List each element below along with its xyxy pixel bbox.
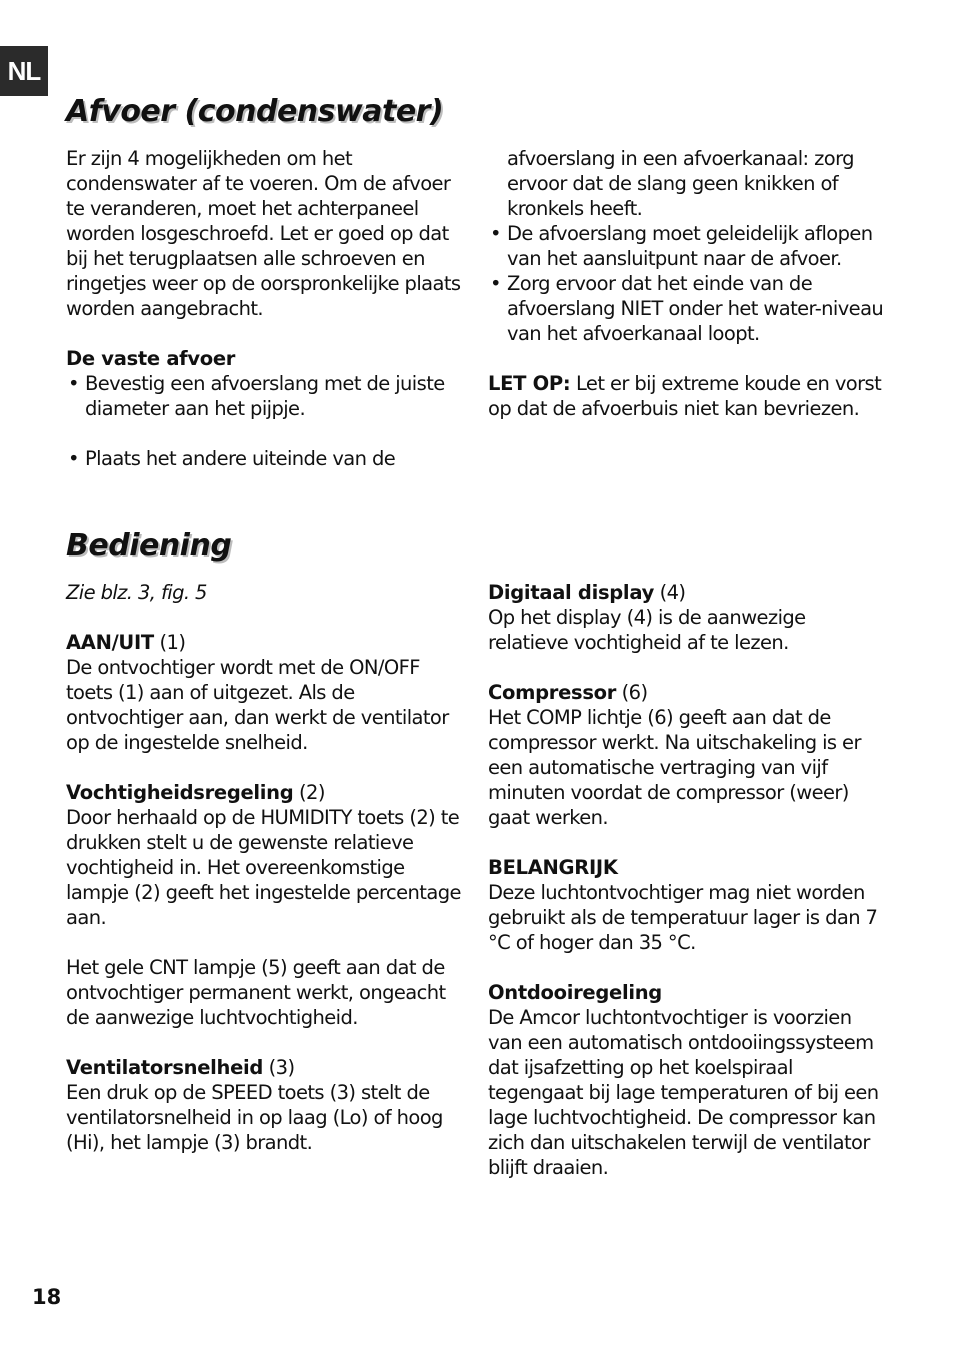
ontdooi-text: De Amcor luchtontvochtiger is voorzien van een automatisch ontdooiingssysteem dat ijsafzetting op het koelspiraal tegengaat bij lage temperaturen of bij een lage luchtvochtigheid. De compressor kan zich dan uitschakelen terwijl de ventilator blijft draaien. <box>488 1006 879 1179</box>
compressor-heading: Compressor (6) <box>488 681 648 704</box>
afvoer-bullet-list <box>66 371 466 421</box>
ventilator-heading: Ventilatorsnelheid (3) <box>66 1056 295 1079</box>
belangrijk-heading: BELANGRIJK <box>488 856 618 879</box>
afvoer-bullet-list-2 <box>488 221 888 346</box>
afvoer-right-column <box>488 146 888 421</box>
display-heading: Digitaal display (4) <box>488 581 686 604</box>
language-tab: NL <box>0 46 48 96</box>
aan-uit-text: De ontvochtiger wordt met de ON/OFF toets (1) aan of uitgezet. Als de ontvochtiger aan, dan werkt de ventilator op de ingestelde snelheid. <box>66 656 449 754</box>
vochtigheid-text: Door herhaald op de HUMIDITY toets (2) te drukken stelt u de gewenste relatieve vochtigheid in. Het overeenkomstige lampje (2) geeft het ingestelde percentage aan. <box>66 806 461 929</box>
vaste-afvoer-heading: De vaste afvoer <box>66 347 236 370</box>
section-title-afvoer: Afvoer (condenswater) <box>66 94 444 129</box>
afvoer-bullet-2-first-line: • Plaats het andere uiteinde van de <box>66 446 486 471</box>
let-op-note <box>488 371 888 421</box>
ontdooi-heading: Ontdooiregeling <box>488 981 662 1004</box>
figure-reference: Zie blz. 3, fig. 5 <box>66 581 207 604</box>
belangrijk-text: Deze luchtontvochtiger mag niet worden gebruikt als de temperatuur lager is dan 7 °C of hoger dan 35 °C. <box>488 881 878 954</box>
section-title-bediening: Bediening <box>66 528 232 563</box>
cnt-text: Het gele CNT lampje (5) geeft aan dat de ontvochtiger permanent werkt, ongeacht de aanwezige luchtvochtigheid. <box>66 956 446 1029</box>
afvoer-bullet-2-continued: afvoerslang in een afvoerkanaal: zorg ervoor dat de slang geen knikken of kronkels heeft. <box>507 147 854 220</box>
afvoer-left-column <box>66 146 466 421</box>
bediening-left-column <box>66 580 468 1155</box>
afvoer-bullet: • Bevestig een afvoerslang met de juiste diameter aan het pijpje. <box>66 371 466 421</box>
ventilator-text: Een druk op de SPEED toets (3) stelt de ventilatorsnelheid in op laag (Lo) of hoog (Hi), het lampje (3) brandt. <box>66 1081 443 1154</box>
let-op-label: LET OP: <box>488 372 571 395</box>
vochtigheid-heading: Vochtigheidsregeling (2) <box>66 781 325 804</box>
afvoer-bullet: • Zorg ervoor dat het einde van de afvoerslang NIET onder het water-niveau van het afvoerkanaal loopt. <box>488 271 888 346</box>
afvoer-bullet-2-start <box>66 446 486 471</box>
display-text: Op het display (4) is de aanwezige relatieve vochtigheid af te lezen. <box>488 606 806 654</box>
page-number: 18 <box>32 1285 62 1309</box>
bediening-right-column <box>488 580 888 1180</box>
afvoer-bullet: • De afvoerslang moet geleidelijk aflopen van het aansluitpunt naar de afvoer. <box>488 221 888 271</box>
let-op-text: Let er bij extreme koude en vorst op dat de afvoerbuis niet kan bevriezen. <box>488 372 882 420</box>
compressor-text: Het COMP lichtje (6) geeft aan dat de compressor werkt. Na uitschakeling is er een automatische vertraging van vijf minuten voordat de compressor (weer) gaat werken. <box>488 706 861 829</box>
aan-uit-heading: AAN/UIT (1) <box>66 631 186 654</box>
afvoer-intro: Er zijn 4 mogelijkheden om het condenswater af te voeren. Om de afvoer te veranderen, moet het achterpaneel worden losgeschroefd. Let er goed op dat bij het terugplaatsen alle schroeven en ringetjes weer op de oorspronkelijke plaats worden aangebracht. <box>66 147 461 320</box>
